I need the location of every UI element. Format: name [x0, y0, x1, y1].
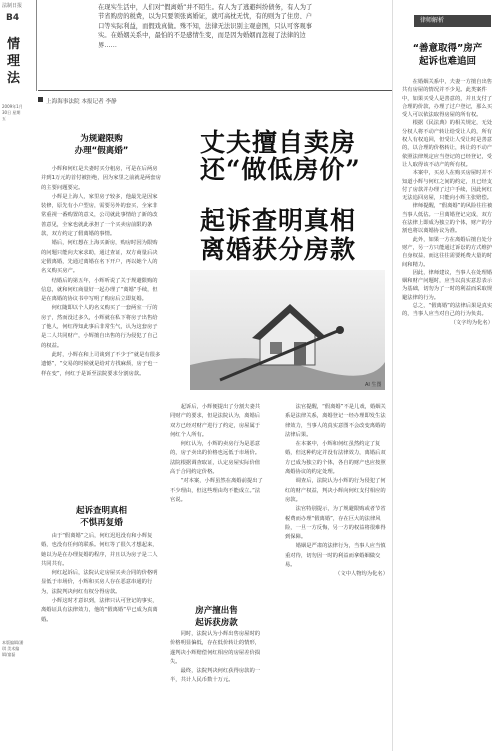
- right-column-title: “善意取得”房产 起诉也难追回: [412, 43, 483, 67]
- right-column-tag: 律师解析: [414, 15, 491, 27]
- page-number: B4: [6, 13, 20, 23]
- paragraph: 何红随即以个人的名义购买了一套两室一厅的房子，然而没过多久，小辉就在私下将房子出售给了他人，何红得知此事后非常生气，认为这套房子是二人共同财产，小辉擅自出售的行为侵犯了自己的权益。: [41, 305, 158, 349]
- byline-marker: [38, 97, 43, 102]
- byline: 上海海事法院 本报记者 李静: [46, 99, 117, 105]
- column-b2: [170, 630, 263, 686]
- paragraph: 法官特别提示，为了规避限购或者节省税费而办理“假离婚”，存在巨大的法律风险，一旦一方反悔，另一方的权益将很难得到保障。: [285, 506, 386, 541]
- paragraph: “对本案，小辉虽然在离婚前提出了不少理由，但这些理由均不能成立。”法官说。: [170, 478, 263, 503]
- paragraph: 小辉和何红是夫妻时买分租房，可是在后两房并到1万元的首付被拒绝，因为家里之前就是两套房的主要问题要完。: [41, 166, 161, 191]
- paragraph: 最终，法院判决何红获得房款的一半，共计人民币数十万元。: [170, 668, 261, 684]
- paragraph: 因此，律师建议，当事人在处理婚姻和财产问题时，应当以真实意思表示为基础，切勿为了一时的利益而采取规避法律的行为。: [402, 269, 493, 301]
- paragraph: 本案中，买房人在购买房屋时并不知道小辉与何红之间的约定，且已经支付了房款并办理了过户手续，因此何红无法追回房屋，只能向小辉主张赔偿。: [402, 170, 493, 202]
- paragraph: 结婚后的第五年，小辉听说了关于规避限购的信息，就和何红商量好一起办理了“离婚”手续，但是在离婚的协议书中写明了购房后立即复婚。: [41, 277, 158, 303]
- intro-text: 在现实生活中，人们对“假离婚”并不陌生。有人为了逃避纠纷债务，有人为了节省购房的税费，以为只要领张离婚证，就可高枕无忧，有的则为了住房、户口等实际利益，而假戏真做。殊不知，法律无法识别主观意图，只认可客观事实。在婚姻关系中，最怕的不是感情生变，而是因为婚姻而忽视了法律的边界……: [98, 4, 313, 49]
- section-title: 情理法: [7, 37, 21, 86]
- paragraph: 小辉这时才意识到，法律只认可登记的事实，离婚证具有法律效力，他的“假离婚”早已成为真离婚。: [41, 598, 158, 623]
- paragraph: 由于“假离婚”之后，何红迟迟没有和小辉复婚，也没有任何的联系。何红等了很久才想起来，她以为是在办理复婚的程序，并且以为房子是二人共同共有。: [41, 533, 158, 567]
- intro-divider: [38, 90, 393, 91]
- headline-line-3: 起诉查明真相: [200, 206, 357, 235]
- headline-line-1: 丈夫擅自卖房: [200, 128, 357, 157]
- column-b: [170, 403, 263, 505]
- issue-date: 2009年1月30日 星期五: [2, 104, 23, 121]
- subhead-a1: 为规避限购 办理“假离婚”: [74, 134, 129, 156]
- intro-border: [36, 0, 40, 91]
- paragraph: 法官提醒，“假离婚”不是儿戏，婚姻关系是法律关系，离婚登记一经办理即发生法律效力，当事人的真实意图不会改变离婚的法律后果。: [285, 404, 386, 438]
- paragraph: 婚后，何红想在上海买新房，购房时因为限购的问题只能向夫家求助，通过查证，双方商量后决定假离婚，先通过离婚在名下开户，再以她个人的名义购买房产。: [41, 240, 158, 275]
- paragraph: 总之，“假离婚”的法律后果是真实的，当事人应当对自己的行为负责。: [402, 303, 493, 318]
- author-note: （文字均为化名）: [450, 319, 493, 326]
- headline-line-2: 还“做低房价”: [200, 155, 361, 184]
- paragraph: 起诉后，小辉便提出了分割夫妻共同财产的要求，但是法院认为，离婚后双方已经对财产进行了约定，房屋属于何红个人所有。: [170, 404, 261, 438]
- column-a: [41, 165, 162, 379]
- subhead-b: 房产擅出售 起诉获房款: [195, 606, 238, 628]
- right-column-text: [402, 78, 493, 327]
- paragraph: 律师提醒，“假离婚”的风险往往被当事人低估。一旦离婚登记完成，双方在法律上即成为独立的个体，财产的分割也将以离婚协议为准。: [402, 203, 493, 235]
- paragraph: 此时，小辉在和上司谈到了不少于“就是有很多遗憾”，“交易的时候就是给对方找麻烦，房子也一样在变”，何红于是诉至法院要求分割房款。: [41, 351, 161, 377]
- paragraph: 小辉是上海人，家里房子较多，他最先是因家装修，原先有小户型房，需要另外的套买，全家非常重视一番购置的意义，公司就此事情给了新的改善意见，全家也就此承担了一个买卖房前限的条款，双方约定了假离婚的事情。: [41, 193, 158, 238]
- publication-name: 法制日报: [2, 3, 23, 9]
- column-c: [285, 403, 388, 580]
- headline-line-4: 离婚获分房款: [200, 235, 357, 264]
- column-a2: [41, 532, 162, 625]
- editor-credit: 本版编辑/潘琪 美术编辑/童磊: [2, 640, 24, 657]
- photo-caption: AI 生图: [365, 382, 382, 388]
- house-illustration: [190, 270, 385, 390]
- paragraph: 同时，法院认为小辉出售房屋时的价格明显偏低，存在低价转让的情形，遂判决小辉赔偿何红相应的房屋差价损失。: [170, 631, 261, 665]
- paragraph: 何红认为，小辉的卖房行为是恶意的，房子卖出的价格也远低于市场价。法院根据调查取证，认定房屋实际价值高于合同约定价格。: [170, 441, 261, 476]
- paragraph: 调查后，法院认为小辉的行为侵犯了何红的财产权益，判决小辉向何红支付相应的房款。: [285, 478, 386, 503]
- masthead: [0, 0, 26, 751]
- right-column-divider: [392, 0, 393, 751]
- subhead-a2: 起诉查明真相 不惧再复婚: [75, 506, 127, 528]
- paragraph: 此外，如果一方在离婚后擅自处分财产，另一方只能通过诉讼的方式维护自身权益，而这往往需要耗费大量的时间和精力。: [402, 236, 493, 268]
- paragraph: 在本案中，小辉和何红虽然约定了复婚，但这种约定并没有法律效力，离婚后双方已成为独立的个体，各自的财产也应按照离婚协议的约定处理。: [285, 441, 386, 476]
- paragraph: 婚姻是严肃的法律行为，当事人应当慎重对待，切勿因一时的利益而拿婚姻做交易。: [285, 543, 386, 569]
- paragraph: 根据《民法典》的相关规定，无处分权人将不动产转让给受让人的，所有权人有权追回，但受让人受让时是善意的，以合理的价格转让，转让的不动产依照法律规定应当登记的已经登记，受让人取得该不动产的所有权。: [402, 120, 493, 168]
- paragraph: 在婚姻关系中，夫妻一方擅自出售共有房屋的情况并不少见。此类案件中，如果买受人是善意的，并且支付了合理的价款，办理了过户登记，那么买受人可以依法取得房屋的所有权。: [402, 79, 493, 119]
- author-note: （文中人物均为化名）: [335, 571, 388, 578]
- paragraph: 何红起诉后，法院认定房屋买卖合同的价格明显低于市场价，小辉和买房人存在恶意串通的行为，法院判决何红有权分得房款。: [41, 570, 158, 595]
